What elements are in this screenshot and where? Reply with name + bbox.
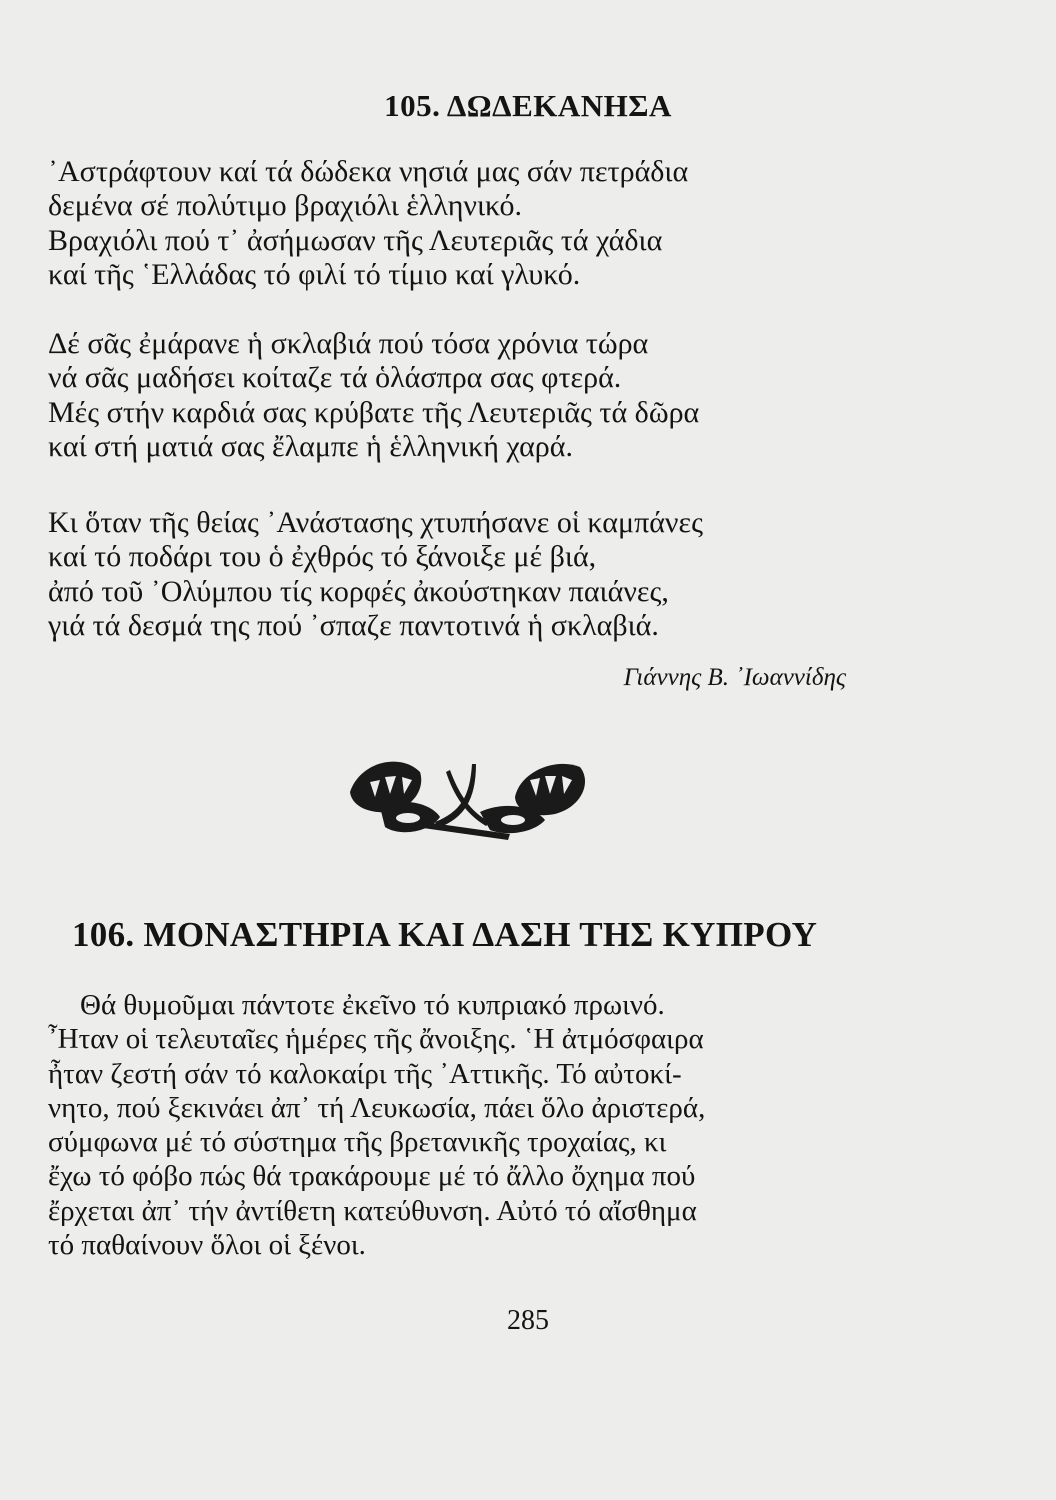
poem-stanza	[48, 327, 699, 464]
poem-line: Μές στήν καρδιά σας κρύβατε τῆς Λευτεριᾶς τά δῶρα	[48, 395, 700, 429]
essay-line: νητο, πού ξεκινάει ἀπ᾿ τή Λευκωσία, πάει ὅλο ἀριστερά,	[48, 1091, 706, 1124]
poem-stanza	[48, 506, 703, 643]
poem-stanza	[48, 155, 688, 292]
page-number: 285	[507, 1305, 549, 1336]
poem-line: καί στή ματιά σας ἔλαμπε ἡ ἑλληνική χαρά.	[48, 429, 573, 463]
poem-line: Κι ὅταν τῆς θείας ᾿Ανάστασης χτυπήσανε οἱ καμπάνες	[48, 506, 703, 539]
poem-line: ᾿Αστράφτουν καί τά δώδεκα νησιά μας σάν πετράδια	[48, 155, 689, 188]
essay-line: Θά θυμοῦμαι πάντοτε ἐκεῖνο τό κυπριακό πρωινό.	[80, 989, 665, 1021]
essay-line: τό παθαίνουν ὅλοι οἱ ξένοι.	[48, 1229, 366, 1262]
essay-line: ἦταν ζεστή σάν τό καλοκαίρι τῆς ᾿Αττικῆς. Τό αὐτοκί-	[48, 1057, 682, 1090]
poem-line: καί τῆς ῾Ελλάδας τό φιλί τό τίμιο καί γλυκό.	[48, 257, 581, 291]
poem-title: 105. ΔΩΔΕΚΑΝΗΣΑ	[384, 88, 672, 123]
poem-line: δεμένα σέ πολύτιμο βραχιόλι ἑλληνικό.	[48, 189, 522, 223]
poem-author: Γιάννης Β. ᾿Ιωαννίδης	[623, 664, 846, 691]
essay-paragraph	[48, 988, 705, 1262]
poem-line: γιά τά δεσμά της πού ᾿σπαζε παντοτινά ἡ σκλαβιά.	[48, 608, 659, 642]
poem-line: Δέ σᾶς ἐμάρανε ἡ σκλαβιά πού τόσα χρόνια τώρα	[48, 327, 649, 360]
essay-line: ἔρχεται ἀπ᾿ τήν ἀντίθετη κατεύθυνση. Αὐτό τό αἴσθημα	[48, 1194, 697, 1227]
poem-line: ἀπό τοῦ ᾿Ολύμπου τίς κορφές ἀκούστηκαν παιάνες,	[48, 574, 669, 608]
floral-ornament-icon	[330, 752, 610, 852]
essay-title: 106. ΜΟΝΑΣΤΗΡΙΑ ΚΑΙ ΔΑΣΗ ΤΗΣ ΚΥΠΡΟΥ	[72, 915, 818, 954]
poem-line: νά σᾶς μαδήσει κοίταζε τά ὁλάσπρα σας φτερά.	[48, 361, 622, 395]
poem-line: Βραχιόλι πού τ᾿ ἀσήμωσαν τῆς Λευτεριᾶς τά χάδια	[48, 223, 663, 257]
essay-line: ῏Ηταν οἱ τελευταῖες ἡμέρες τῆς ἄνοιξης. ῾Η ἀτμόσφαιρα	[48, 1023, 704, 1056]
poem-line: καί τό ποδάρι του ὁ ἐχθρός τό ξάνοιξε μέ βιά,	[48, 540, 597, 574]
essay-line: ἔχω τό φόβο πώς θά τρακάρουμε μέ τό ἄλλο ὄχημα πού	[48, 1160, 696, 1193]
essay-line: σύμφωνα μέ τό σύστημα τῆς βρετανικῆς τροχαίας, κι	[48, 1126, 667, 1159]
